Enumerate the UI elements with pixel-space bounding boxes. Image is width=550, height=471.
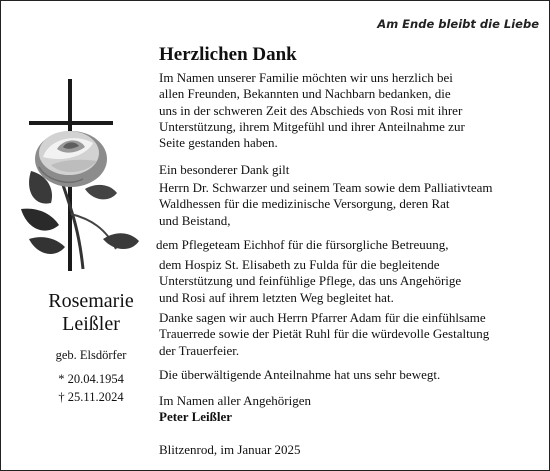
deceased-first-name: Rosemarie: [48, 290, 134, 312]
birth-date: * 20.04.1954: [58, 372, 124, 386]
care-team-thanks-line: dem Pflegeteam Eichhof für die fürsorgliche Betreuung,: [156, 237, 449, 252]
rose-leaf: [85, 185, 117, 199]
deceased-last-name: Leißler: [62, 313, 120, 335]
rose-leaf: [29, 237, 65, 254]
hospice-thanks-paragraph: dem Hospiz St. Elisabeth zu Fulda für die begleitende Unterstützung und feinfühlige Pflege, das uns Angehörige und Rosi auf ihrem letzten Weg begleitet hat.: [159, 257, 462, 305]
death-date: † 25.11.2024: [58, 390, 124, 404]
rose-bloom: [35, 131, 107, 187]
doctor-thanks-paragraph: Herrn Dr. Schwarzer und seinem Team sowie dem Palliativteam Waldhessen für die medizinische Versorgung, deren Rat und Beistand,: [159, 180, 493, 228]
special-thanks-line: Ein besonderer Dank gilt: [159, 162, 290, 177]
place-date-line: Blitzenrod, im Januar 2025: [159, 442, 301, 457]
deceased-maiden-name: geb. Elsdörfer: [55, 348, 127, 362]
motto-text: Am Ende bleibt die Liebe: [377, 17, 539, 31]
on-behalf-line: Im Namen aller Angehörigen: [159, 393, 311, 408]
notice-heading: Herzlichen Dank: [159, 44, 297, 65]
intro-paragraph: Im Namen unserer Familie möchten wir uns herzlich bei allen Freunden, Bekannten und Nachbarn bedanken, die uns in der schweren Zeit des Abschieds von Rosi mit ihrer Unterstützung, ihrem Mitgefühl und ihrer Anteilnahme zur Seite gestanden haben.: [159, 70, 465, 151]
cross-beam: [29, 121, 113, 125]
sympathy-line: Die überwältigende Anteilnahme hat uns sehr bewegt.: [159, 367, 441, 382]
signature-name: Peter Leißler: [159, 409, 233, 424]
pastor-thanks-paragraph: Danke sagen wir auch Herrn Pfarrer Adam für die einfühlsame Trauerrede sowie der Pietät Ruhl für die würdevolle Gestaltung der Trauerfeier.: [159, 310, 490, 358]
rose-leaf: [21, 209, 59, 231]
cross-with-rose-icon: [21, 79, 146, 274]
